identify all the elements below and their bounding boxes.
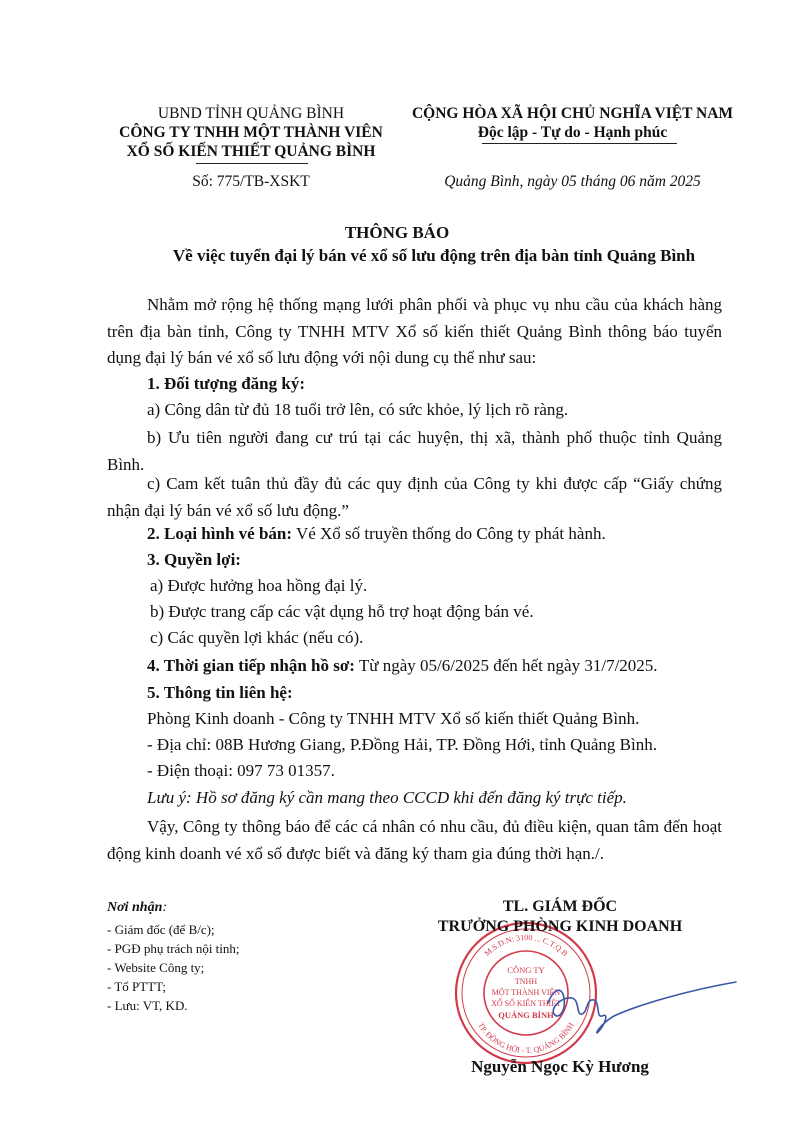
section3-item-c: c) Các quyền lợi khác (nếu có). — [150, 628, 364, 647]
recipient-item: - Lưu: VT, KD. — [107, 998, 188, 1013]
handwritten-signature — [540, 968, 740, 1038]
stamp-text-line4: XỔ SỐ KIẾN THIẾT — [491, 999, 561, 1008]
stamp-text-line3: MỘT THÀNH VIÊN — [491, 988, 561, 997]
stamp-ring-bottom-text: TP. ĐỒNG HỚI - T. QUẢNG BÌNH — [476, 1020, 576, 1056]
stamp-text-line5: QUẢNG BÌNH — [498, 1010, 554, 1020]
section1-item-b: b) Ưu tiên người đang cư trú tại các huyện, thị xã, thành phố thuộc tỉnh Quảng Bình. — [107, 428, 722, 474]
section5-heading: 5. Thông tin liên hệ: — [147, 683, 293, 702]
section2 — [147, 524, 606, 544]
header-left-divider — [196, 163, 308, 164]
national-motto: Độc lập - Tự do - Hạnh phúc — [477, 124, 668, 141]
contact-phone: - Điện thoại: 097 73 01357. — [147, 761, 335, 780]
section3-item-a: a) Được hưởng hoa hồng đại lý. — [150, 576, 368, 595]
section3-item-b: b) Được trang cấp các vật dụng hỗ trợ hoạt động bán vé. — [150, 602, 534, 621]
recipient-item: - PGĐ phụ trách nội tỉnh; — [107, 941, 240, 956]
contact-address: - Địa chỉ: 08B Hương Giang, P.Đồng Hải, TP. Đồng Hới, tỉnh Quảng Bình. — [147, 735, 657, 754]
stamp-text-line2: TNHH — [514, 977, 538, 986]
section2-text: Vé Xổ số truyền thống do Công ty phát hành. — [292, 524, 606, 543]
contact-department: Phòng Kinh doanh - Công ty TNHH MTV Xổ số kiến thiết Quảng Bình. — [147, 709, 640, 728]
company-name-line2: XỔ SỐ KIẾN THIẾT QUẢNG BÌNH — [126, 143, 376, 160]
section1-item-c: c) Cam kết tuân thủ đầy đủ các quy định của Công ty khi được cấp “Giấy chứng nhận đại lý bán vé xổ số lưu động.” — [107, 474, 722, 520]
section2-heading: 2. Loại hình vé bán: — [147, 524, 293, 543]
stamp-text-line1: CÔNG TY — [507, 965, 545, 975]
section4-text: Từ ngày 05/6/2025 đến hết ngày 31/7/2025. — [354, 656, 658, 675]
recipients-colon: : — [162, 900, 168, 915]
recipients-label — [107, 900, 167, 916]
nation-title: CỘNG HÒA XÃ HỘI CHỦ NGHĨA VIỆT NAM — [411, 105, 734, 122]
recipients-label-text: Nơi nhận — [107, 900, 163, 915]
recipient-item: - Website Công ty; — [107, 960, 205, 975]
issue-date: Quảng Bình, ngày 05 tháng 06 năm 2025 — [444, 173, 701, 190]
section4 — [147, 656, 658, 676]
company-name-line1: CÔNG TY TNHH MỘT THÀNH VIÊN — [119, 124, 383, 141]
signer-name: Nguyễn Ngọc Kỳ Hương — [471, 1057, 649, 1076]
recipient-item: - Tổ PTTT; — [107, 979, 166, 994]
intro-paragraph: Nhằm mở rộng hệ thống mạng lưới phân phối và phục vụ nhu cầu của khách hàng trên địa bàn tỉnh, Công ty TNHH MTV Xổ số kiến thiết Quảng Bình thông báo tuyển dụng đại lý bán vé xổ số lưu động với nội dung cụ thể như sau: — [107, 295, 722, 367]
note: Lưu ý: Hồ sơ đăng ký cần mang theo CCCD khi đến đăng ký trực tiếp. — [147, 788, 627, 807]
section4-heading: 4. Thời gian tiếp nhận hồ sơ: — [147, 656, 355, 675]
recipient-item: - Giám đốc (để B/c); — [107, 922, 215, 937]
agency-name: UBND TỈNH QUẢNG BÌNH — [157, 105, 345, 122]
section3-heading: 3. Quyền lợi: — [147, 550, 241, 569]
motto-underline — [482, 143, 677, 144]
signature-title-line1: TL. GIÁM ĐỐC — [502, 898, 618, 915]
stamp-ring-top-text: M.S.D.N: 3100 ... C.T.Q.B — [482, 932, 570, 958]
document-subtitle: Về việc tuyển đại lý bán vé xổ số lưu động trên địa bàn tỉnh Quảng Bình — [172, 246, 696, 265]
signature-title-line2: TRƯỞNG PHÒNG KINH DOANH — [437, 918, 683, 935]
section1-item-a: a) Công dân từ đủ 18 tuổi trở lên, có sức khỏe, lý lịch rõ ràng. — [147, 400, 569, 419]
section1-heading: 1. Đối tượng đăng ký: — [147, 374, 306, 393]
document-title: THÔNG BÁO — [344, 223, 450, 242]
document-number: Số: 775/TB-XSKT — [192, 173, 310, 190]
closing-paragraph: Vậy, Công ty thông báo để các cá nhân có nhu cầu, đủ điều kiện, quan tâm đến hoạt động kinh doanh vé xổ số được biết và đăng ký tham gia đúng thời hạn./. — [107, 817, 722, 863]
